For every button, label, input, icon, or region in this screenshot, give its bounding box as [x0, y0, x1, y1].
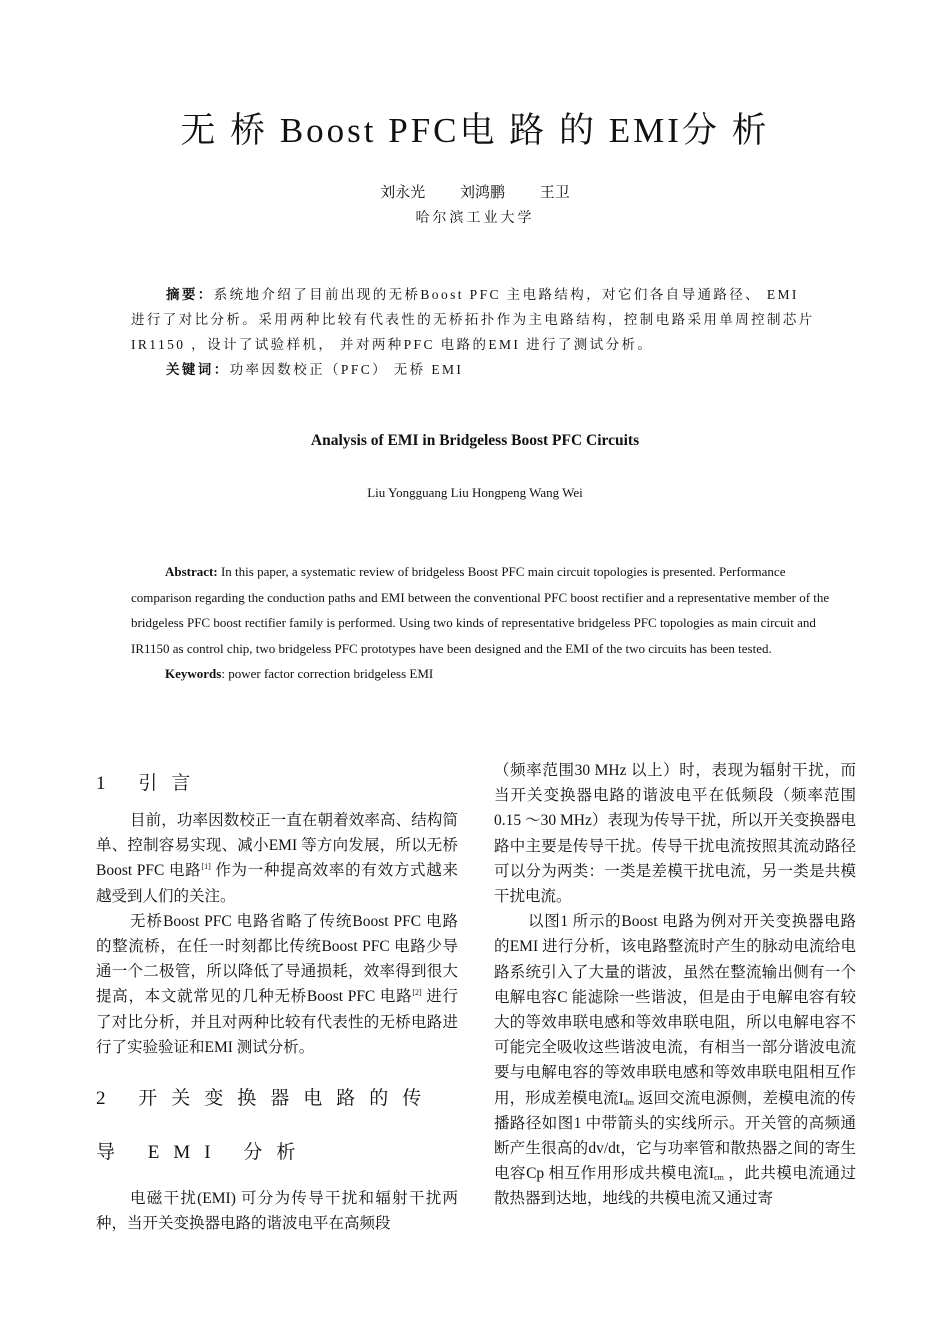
abstract-cn-paragraph [131, 282, 819, 357]
body-left-column [96, 758, 458, 1236]
abstract-cn-label: 摘要： [166, 287, 214, 302]
section-1-heading: 1 引言 [96, 773, 205, 794]
abstract-cn-text: 系统地介绍了目前出现的无桥Boost PFC 主电路结构，对它们各自导通路径、 EMI 进行了对比分析。采用两种比较有代表性的无桥拓扑作为主电路结构，控制电路采用单周控制芯片IR1150 ，设计了试验样机， 并对两种PFC 电路的EMI 进行了测试分析。 [131, 287, 815, 352]
citation-1: [1] [201, 862, 211, 872]
section-2-paragraph-continued: （频率范围30 MHz 以上）时，表现为辐射干扰，而当开关变换器电路的谐波电平在低频段（频率范围0.15 ～30 MHz）表现为传导干扰，所以开关变换器电路中主要是传导干扰。传导干扰电流按照其流动路径可以分为两类：一类是差模干扰电流，另一类是共模干扰电流。 [494, 762, 856, 906]
section-2-paragraph-1: 电磁干扰(EMI) 可分为传导干扰和辐射干扰两种，当开关变换器电路的谐波电平在高频段 [96, 1190, 458, 1233]
keywords-cn-text: 功率因数校正（PFC） 无桥 EMI [229, 362, 464, 377]
affiliation: 哈尔滨工业大学 [415, 211, 535, 226]
subscript-dm: dm [623, 1097, 635, 1107]
citation-2: [2] [412, 988, 422, 998]
paragraph-text: 进行了对比分析，并且对两种比较有代表性的无桥电路进行了实验验证和EMI 测试分析。 [96, 988, 458, 1056]
keywords-cn-paragraph [131, 357, 819, 382]
body-right-column [494, 758, 856, 1212]
section-2-paragraph-2 [494, 909, 856, 1211]
paragraph-text: 以图1 所示的Boost 电路为例对开关变换器电路的EMI 进行分析，该电路整流时产生的脉动电流给电路系统引入了大量的谐波，虽然在整流输出侧有一个电解电容C 能滤除一些谐波，但是由于电解电容有较大的等效串联电感和等效串联电阻，所以电解电容不可能完全吸收这些谐波电流，有相当一部分谐波电流要与电解电容的等效串联电感和等效串联电阻相互作用，形成差模电流I [494, 913, 856, 1107]
paragraph-text: ，此共模电流通过散热器到达地，地线的共模电流又通过寄 [494, 1165, 856, 1208]
abstract-en-label: Abstract: [165, 564, 218, 579]
abstract-en-text: In this paper, a systematic review of bridgeless Boost PFC main circuit topologies is presented. Performance comparison regarding the conduction paths and EMI between the conventional PFC boost rectifier and a representative member of the bridgeless PFC boost rectifier family is performed. Using two kinds of representative bridgeless PFC topologies as main circuit and IR1150 as control chip, two bridgeless PFC prototypes have been designed and the EMI of the two circuits has been tested. [131, 564, 830, 656]
section-1-paragraph-2 [96, 909, 458, 1060]
abstract-english [131, 559, 831, 687]
english-title: Analysis of EMI in Bridgeless Boost PFC Circuits [310, 432, 640, 449]
section-1-paragraph-1 [96, 808, 458, 909]
keywords-en-label: Keywords [165, 666, 222, 681]
keywords-en-paragraph [131, 661, 831, 687]
author-list: 刘永光 刘鸿鹏 王卫 [380, 183, 570, 201]
paper-title: 无 桥 Boost PFC电 路 的 EMI分 析 [180, 111, 770, 150]
paragraph-text: 目前，功率因数校正一直在朝着效率高、结构简单、控制容易实现、减小EMI 等方向发展，所以无桥Boost PFC 电路 [96, 812, 458, 880]
keywords-en-text: : power factor correction bridgeless EMI [221, 666, 434, 681]
abstract-en-paragraph [131, 559, 831, 661]
paragraph-text: 无桥Boost PFC 电路省略了传统Boost PFC 电路的整流桥，在任一时刻都比传统Boost PFC 电路少导通一个二极管，所以降低了导通损耗，效率得到很大提高，本文就常见的几种无桥Boost PFC 电路 [96, 912, 458, 1006]
abstract-chinese [131, 282, 819, 382]
subscript-cm: cm [714, 1173, 724, 1183]
paragraph-text: 返回交流电源侧，差模电流的传播路径如图1 中带箭头的实线所示。开关管的高频通断产生很高的dv/dt，它与功率管和散热器之间的寄生电容Cp 相互作用形成共模电流I [494, 1089, 856, 1183]
english-author-list: Liu Yongguang Liu Hongpeng Wang Wei [367, 485, 583, 500]
section-2-heading: 2 开关变换器电路的传导 EMI 分析 [96, 1088, 436, 1164]
paragraph-text: 作为一种提高效率的有效方式越来越受到人们的关注。 [96, 862, 458, 905]
keywords-cn-label: 关键词： [166, 362, 230, 377]
